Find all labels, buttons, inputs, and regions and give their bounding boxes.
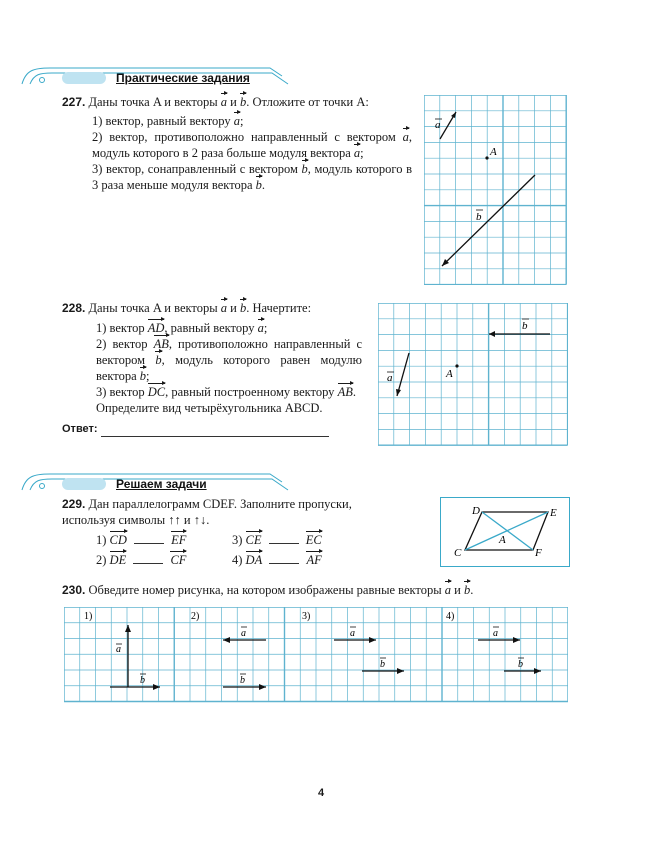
vector-left: CE (245, 533, 262, 547)
task-227-text (62, 94, 412, 193)
vector-a-text: a (241, 628, 246, 639)
item-text-end: . (261, 178, 266, 192)
pair-number: 3) (232, 533, 243, 547)
panel-1-number[interactable]: 1) (84, 611, 93, 622)
vector-right: EC (305, 533, 322, 547)
section-header-practice (20, 64, 290, 86)
task-228-item-1 (96, 320, 362, 336)
vector-right: CF (170, 553, 187, 567)
panel-4-number[interactable]: 4) (446, 611, 455, 622)
blank-field[interactable] (134, 533, 164, 544)
vector-a-label: a (220, 95, 227, 109)
task-228-item-3 (96, 384, 362, 400)
arrowhead (369, 637, 376, 643)
task-228-text (62, 300, 362, 437)
vector-ab-label: AB (153, 337, 169, 351)
task-229-pair-4 (232, 552, 322, 568)
item-text: , модуль которого равен модулю вектора (96, 353, 362, 383)
vector-b-label: b (255, 178, 262, 192)
blank-field[interactable] (133, 553, 163, 564)
item-text: 1) вектор, равный вектору (92, 114, 231, 128)
arrowhead (223, 637, 230, 643)
grid-lines (378, 303, 568, 445)
vector-b-text: b (476, 211, 482, 223)
task-number: 228. (62, 301, 86, 315)
item-text-end: ; (146, 369, 150, 383)
vector-b-text: b (380, 659, 385, 670)
vector-right: AF (306, 553, 322, 567)
task-230-grid[interactable] (64, 607, 568, 703)
pair-number: 4) (232, 553, 243, 567)
vector-a-arrow (397, 353, 409, 396)
blank-field[interactable] (269, 533, 299, 544)
section-header-solve (20, 470, 290, 492)
vertex-d: D (472, 505, 480, 517)
task-number: 227. (62, 95, 86, 109)
vector-b-label: b (239, 95, 247, 109)
vector-ad-label: AD (147, 321, 165, 335)
arrowhead (153, 684, 160, 690)
intro-text: Дан параллелограмм CDEF. Заполните пропуски, используя символы ↑↑ и ↑↓. (62, 497, 352, 527)
pair-number: 1) (96, 533, 107, 547)
task-number: 229. (62, 497, 86, 511)
vector-a-label: a (353, 146, 361, 160)
item-text-end: ; (360, 146, 364, 160)
vertex-e: E (550, 507, 557, 519)
vector-b-label: b (463, 583, 471, 597)
task-number: 230. (62, 583, 86, 597)
intro-text: Даны точка A и векторы (88, 95, 218, 109)
vector-a-text: a (435, 119, 441, 131)
intro-text-end: . Начертите: (246, 301, 312, 315)
point-a: A (499, 534, 506, 546)
task-227-item-3 (92, 161, 412, 193)
vector-right: EF (171, 533, 187, 547)
item-text: 2) вектор (96, 337, 148, 351)
pair-number: 2) (96, 553, 107, 567)
item-text: , модуль которого в 3 раза меньше модуля вектора (92, 162, 412, 192)
item-text: 3) вектор (96, 385, 145, 399)
item-text: , противоположно направленный с вектором (96, 337, 363, 367)
parallelogram-figure (440, 497, 570, 567)
vector-a-text: a (116, 644, 121, 655)
item-text-end: ; (263, 321, 268, 335)
task-229-intro (62, 496, 387, 528)
item-text: , равный вектору (164, 321, 255, 335)
task-230-text (62, 582, 582, 598)
item-text-end: ; (240, 114, 244, 128)
intro-and: и (230, 301, 237, 315)
section-title: Практические задания (116, 71, 250, 85)
task-text: Обведите номер рисунка, на котором изображены равные векторы (88, 583, 442, 597)
panel-2-number[interactable]: 2) (191, 611, 200, 622)
vector-b-text: b (522, 320, 528, 332)
task-229-pair-3 (232, 532, 322, 548)
task-229-pair-2 (96, 552, 186, 568)
vector-b-label: b (301, 162, 308, 176)
arrowhead (489, 331, 495, 337)
intro-text-end: . Отложите от точки A: (246, 95, 369, 109)
item-text: 3) вектор, сонаправленный с вектором (92, 162, 298, 176)
vector-a-text: a (493, 628, 498, 639)
vector-a-label: a (257, 321, 264, 335)
vector-a-text: a (387, 372, 393, 384)
item-text-end: . (352, 385, 356, 399)
blank-field[interactable] (269, 553, 299, 564)
task-text-end: . (470, 583, 474, 597)
vector-a-text: a (350, 628, 355, 639)
task-227-item-2 (92, 129, 412, 161)
vector-a-label: a (402, 130, 409, 144)
task-228-grid[interactable] (378, 303, 568, 446)
point-a-label: A (490, 146, 497, 158)
point-a-label: A (446, 368, 453, 380)
task-227-item-1 (92, 113, 412, 129)
arrowhead (397, 668, 404, 674)
answer-field[interactable] (101, 424, 329, 437)
vector-left: CD (109, 533, 127, 547)
vector-b-text: b (240, 675, 245, 686)
task-228-item-2 (96, 336, 362, 384)
vector-left: DE (109, 553, 127, 567)
answer-row (62, 420, 362, 437)
task-228-items (62, 320, 362, 416)
arrowhead (259, 684, 266, 690)
point-a (455, 364, 458, 367)
vertex-f: F (535, 547, 542, 559)
section-title: Решаем задачи (116, 477, 207, 491)
vector-a-label: a (220, 301, 227, 315)
grid-lines (424, 95, 566, 285)
vector-b-text: b (518, 659, 523, 670)
page-number: 4 (318, 787, 325, 799)
vector-left: DA (245, 553, 263, 567)
vector-b-label: b (239, 301, 247, 315)
intro-text: Даны точка A и векторы (88, 301, 218, 315)
item-text: , равный построенному вектору (165, 385, 335, 399)
vector-b-label: b (139, 369, 147, 383)
vector-b-arrow (442, 175, 535, 266)
arrowhead (534, 668, 541, 674)
vector-a-label: a (444, 583, 451, 597)
task-228-intro (62, 300, 362, 316)
task-227-items (62, 113, 412, 193)
task-text-and: и (454, 583, 461, 597)
vertex-c: C (454, 547, 462, 559)
vector-a-label: a (233, 114, 241, 128)
item-text: 2) вектор, противоположно направленный с вектором (92, 130, 396, 144)
task-228-question: Определите вид четырёхугольника ABCD. (96, 401, 323, 415)
answer-label: Ответ: (62, 423, 98, 435)
vector-b-text: b (140, 675, 145, 686)
panel-3-number[interactable]: 3) (302, 611, 311, 622)
arrowhead (125, 625, 131, 632)
item-text: 1) вектор (96, 321, 145, 335)
point-a (485, 156, 488, 159)
vector-ab-label: AB (337, 385, 353, 399)
vector-dc-label: DC (147, 385, 166, 399)
task-229-text (62, 496, 387, 528)
item-text: , модуль которого в 2 раза больше модуля вектора (92, 130, 412, 160)
intro-and: и (230, 95, 237, 109)
task-227-intro (62, 94, 412, 110)
arrowhead (513, 637, 520, 643)
task-227-grid[interactable] (424, 95, 568, 285)
task-229-pair-1 (96, 532, 186, 548)
vector-b-label: b (155, 353, 162, 367)
